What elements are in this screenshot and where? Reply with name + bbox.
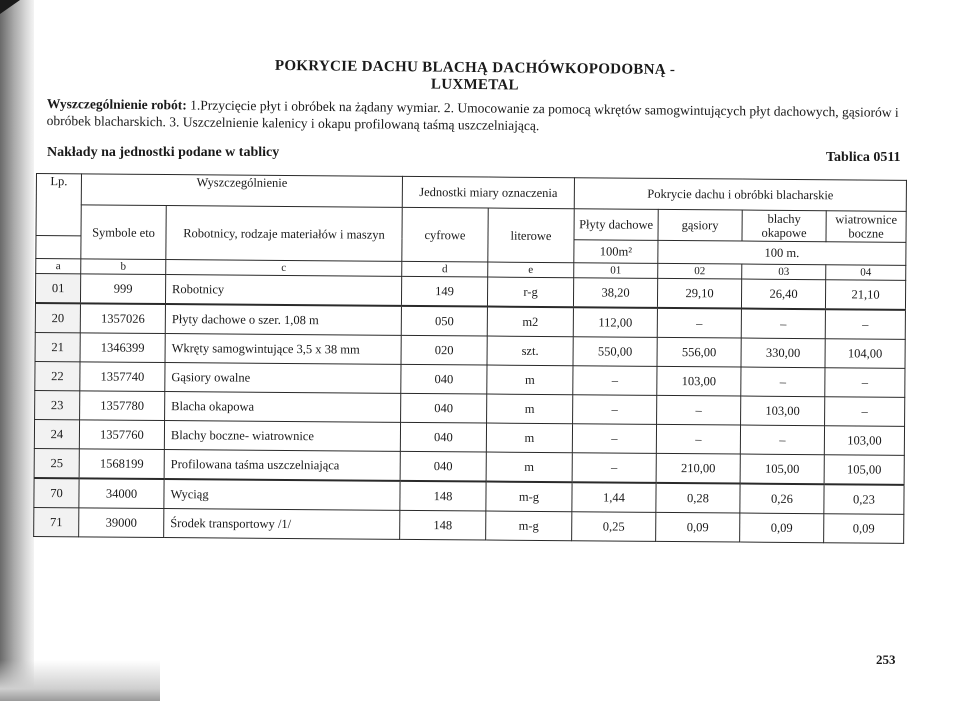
header-wyszczegolnienie: Wyszczególnienie	[81, 174, 402, 208]
row-value-plyty: 112,00	[573, 307, 657, 337]
row-cyfrowe: 020	[401, 335, 487, 365]
row-cyfrowe: 040	[401, 364, 487, 394]
expenditure-table	[33, 173, 907, 544]
header-robotnicy	[166, 206, 402, 262]
expenditure-heading: Nakłady na jednostki podane w tablicy	[47, 145, 280, 160]
row-cyfrowe: 148	[400, 481, 486, 511]
row-literowe: m2	[487, 307, 573, 337]
row-lp: 22	[35, 361, 80, 390]
row-literowe: m-g	[486, 482, 572, 512]
row-lp: 23	[35, 390, 80, 419]
column-letter: a	[36, 259, 81, 274]
row-symbol: 1357026	[80, 303, 165, 333]
column-letter: b	[81, 259, 166, 275]
row-name: Środek transportowy /1/	[164, 509, 400, 540]
row-value-gasiory: 29,10	[657, 278, 741, 308]
row-cyfrowe: 050	[401, 306, 487, 336]
column-letter: d	[402, 261, 488, 277]
header-wiatrownice	[826, 211, 906, 243]
row-cyfrowe: 148	[400, 510, 486, 540]
works-description	[47, 95, 905, 138]
row-literowe: m	[486, 452, 572, 482]
unit-lp-blank	[36, 236, 81, 259]
row-lp: 01	[35, 274, 80, 304]
row-symbol: 999	[80, 274, 165, 304]
row-value-wiatrownice: 0,09	[824, 514, 904, 544]
row-value-gasiory: 0,28	[656, 483, 740, 513]
row-name: Profilowana taśma uszczelniająca	[164, 450, 400, 481]
header-wiatrownice-text: wiatrownice boczne	[835, 212, 898, 241]
page-number: 253	[876, 652, 896, 667]
row-literowe: m	[487, 365, 573, 395]
header-blachy-text: blachy okapowe	[761, 211, 807, 241]
row-value-wiatrownice: 103,00	[824, 426, 904, 456]
row-lp: 70	[34, 478, 79, 508]
row-value-plyty: –	[573, 366, 657, 396]
header-symbole	[81, 205, 166, 260]
row-name: Płyty dachowe o szer. 1,08 m	[165, 304, 401, 335]
row-name: Wkręty samogwintujące 3,5 x 38 mm	[165, 334, 401, 365]
row-value-plyty: –	[572, 453, 656, 483]
row-value-blachy: 330,00	[741, 338, 825, 368]
page-title: POKRYCIE DACHU BLACHĄ DACHÓWKOPODOBNĄ - LUXMETAL	[274, 57, 676, 94]
row-symbol: 34000	[79, 478, 164, 508]
row-value-gasiory: –	[657, 308, 741, 338]
row-value-gasiory: –	[656, 424, 740, 454]
row-cyfrowe: 040	[401, 393, 487, 423]
row-value-gasiory: 556,00	[657, 337, 741, 367]
row-value-gasiory: 103,00	[657, 366, 741, 396]
row-lp: 71	[34, 507, 79, 536]
row-value-gasiory: 210,00	[656, 453, 740, 483]
row-name: Wyciąg	[164, 479, 400, 510]
header-units	[402, 176, 574, 208]
row-value-wiatrownice: 105,00	[824, 455, 904, 485]
row-cyfrowe: 040	[400, 422, 486, 452]
column-letter: 01	[574, 263, 658, 279]
column-letter: 04	[826, 265, 906, 281]
unit-other: 100 m.	[658, 240, 906, 265]
row-symbol: 1346399	[80, 333, 165, 363]
column-letter: c	[166, 260, 402, 277]
header-units-text: Jednostki miary oznaczenia	[419, 185, 558, 201]
header-robotnicy-text: Robotnicy, rodzaje materiałów i maszyn	[183, 225, 385, 242]
row-lp: 24	[34, 419, 79, 448]
row-value-wiatrownice: 0,23	[824, 484, 904, 514]
header-plyty-text: Płyty dachowe	[579, 217, 654, 232]
header-literowe: literowe	[488, 208, 574, 263]
row-value-plyty: –	[572, 424, 656, 454]
header-gasiory: gąsiory	[658, 209, 742, 241]
row-cyfrowe: 040	[400, 451, 486, 481]
row-literowe: m	[486, 423, 572, 453]
header-symbole-text: Symbole eto	[92, 224, 156, 240]
row-literowe: m	[487, 394, 573, 424]
row-cyfrowe: 149	[401, 276, 487, 306]
row-value-blachy: –	[740, 425, 824, 455]
row-lp: 20	[35, 303, 80, 333]
row-symbol: 39000	[79, 508, 164, 538]
page-corner-mark	[0, 0, 20, 14]
row-literowe: r-g	[487, 277, 573, 307]
row-name: Blacha okapowa	[165, 392, 401, 423]
row-value-plyty: 38,20	[573, 278, 657, 308]
row-symbol: 1568199	[79, 449, 164, 479]
row-lp: 25	[34, 448, 79, 478]
row-value-blachy: –	[741, 309, 825, 339]
row-name: Robotnicy	[165, 275, 401, 306]
header-roof-covering: Pokrycie dachu i obróbki blacharskie	[574, 178, 906, 212]
row-name: Gąsiory owalne	[165, 363, 401, 394]
row-value-blachy: 105,00	[740, 454, 824, 484]
table-number: Tablica 0511	[826, 150, 901, 165]
row-value-plyty: 1,44	[572, 482, 656, 512]
header-lp: Lp.	[36, 174, 81, 236]
row-symbol: 1357780	[80, 391, 165, 421]
row-value-blachy: 0,26	[740, 484, 824, 514]
row-value-wiatrownice: –	[825, 309, 905, 339]
book-spine-shadow	[0, 0, 34, 701]
header-plyty	[574, 209, 658, 241]
header-blachy	[742, 210, 826, 242]
row-value-gasiory: 0,09	[656, 512, 740, 542]
row-value-gasiory: –	[657, 395, 741, 425]
row-value-wiatrownice: –	[825, 397, 905, 427]
row-value-wiatrownice: 104,00	[825, 339, 905, 369]
header-cyfrowe: cyfrowe	[402, 207, 488, 262]
unit-plyty: 100m²	[574, 240, 658, 264]
row-value-blachy: 0,09	[740, 513, 824, 543]
row-symbol: 1357760	[79, 420, 164, 450]
row-value-wiatrownice: 21,10	[825, 280, 905, 310]
column-letter: e	[488, 262, 574, 278]
row-symbol: 1357740	[80, 362, 165, 392]
row-literowe: szt.	[487, 336, 573, 366]
row-literowe: m-g	[486, 511, 572, 541]
works-description-text: 1.Przycięcie płyt i obróbek na żądany wymiar. 2. Umocowanie za pomocą wkrętów samogwintujących płyt dachowych, gąsiorów i obróbek blacharskich. 3. Uszczelnienie kalenicy i okapu profilowaną taśmą uszczelniającą.	[46, 97, 899, 134]
row-lp: 21	[35, 332, 80, 361]
row-value-blachy: –	[741, 367, 825, 397]
column-letter: 03	[742, 264, 826, 280]
row-value-plyty: 550,00	[573, 337, 657, 367]
row-value-plyty: 0,25	[572, 512, 656, 542]
works-description-label: Wyszczególnienie robót:	[46, 95, 187, 113]
row-name: Blachy boczne- wiatrownice	[164, 421, 400, 452]
row-value-wiatrownice: –	[825, 368, 905, 398]
row-value-blachy: 26,40	[741, 279, 825, 309]
table-row	[34, 507, 904, 543]
row-value-blachy: 103,00	[741, 396, 825, 426]
column-letter: 02	[658, 263, 742, 279]
page-bottom-shadow	[0, 660, 160, 701]
row-value-plyty: –	[573, 395, 657, 425]
